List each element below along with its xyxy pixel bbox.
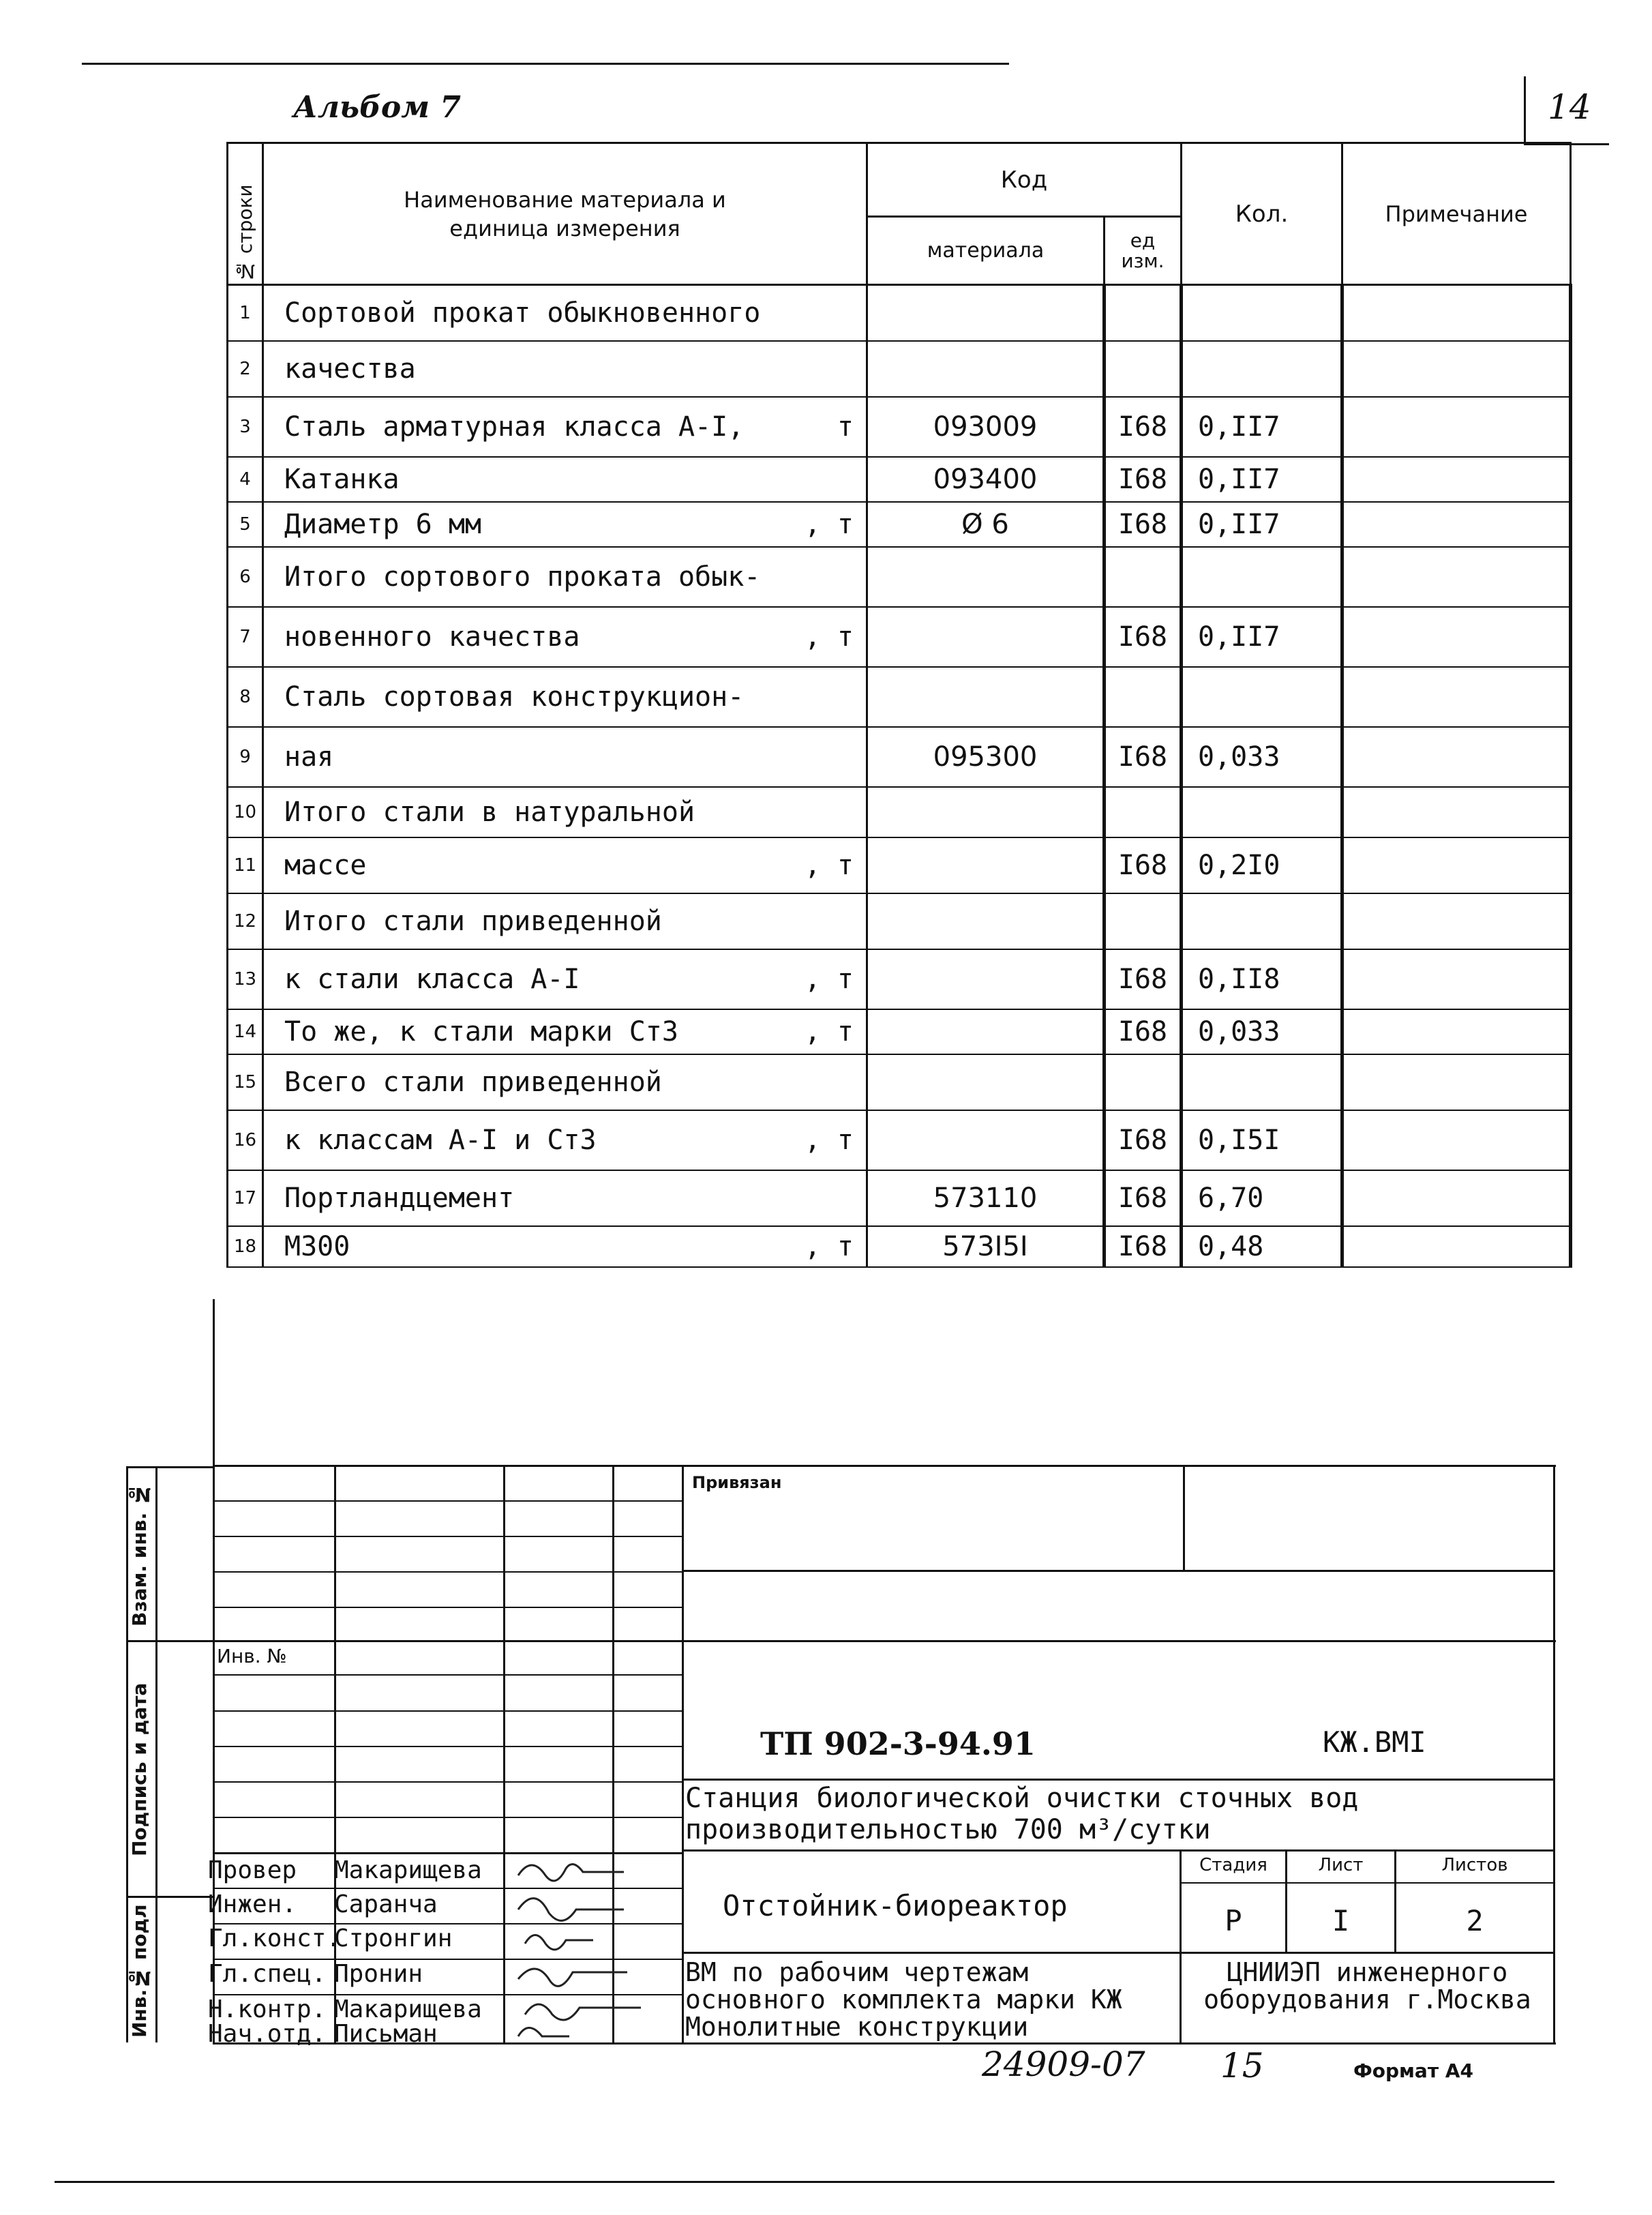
signer-role: Гл.спец. — [208, 1960, 327, 1988]
material-code — [867, 502, 1105, 547]
signer-name: Пронин — [334, 1960, 423, 1988]
material-code — [867, 949, 1105, 1009]
note — [1342, 607, 1571, 667]
unit-suffix: , т — [804, 621, 854, 653]
note — [1342, 285, 1571, 341]
footer-page: 15 — [1220, 2046, 1264, 2085]
material-name — [263, 1226, 867, 1267]
row-number — [228, 1170, 263, 1226]
quantity-text: 0,II7 — [1198, 621, 1280, 653]
note — [1342, 1226, 1571, 1267]
row-number — [228, 949, 263, 1009]
table-row — [228, 397, 1571, 457]
stage-value: Р — [1225, 1904, 1242, 1937]
unit-code — [1105, 1009, 1182, 1054]
material-code — [867, 1054, 1105, 1110]
page-number: 14 — [1548, 87, 1591, 127]
material-name — [263, 837, 867, 893]
quantity-text: 0,II8 — [1198, 963, 1280, 995]
signer-name: Макарищева — [334, 1995, 482, 2023]
material-code-text: Ø 6 — [961, 508, 1009, 540]
unit-code — [1105, 893, 1182, 949]
note — [1342, 457, 1571, 502]
row-number-text: 16 — [233, 1129, 257, 1150]
table-row — [228, 341, 1571, 397]
unit-suffix: , т — [804, 1015, 854, 1047]
quantity — [1182, 1110, 1342, 1170]
material-code-text: 573I5I — [942, 1230, 1028, 1262]
row-number-text: 15 — [233, 1071, 257, 1092]
material-code — [867, 667, 1105, 727]
drawing-title: Отстойник-биореактор — [723, 1889, 1068, 1922]
row-number-text: 12 — [233, 910, 257, 932]
unit-code-text: I68 — [1117, 1230, 1168, 1262]
material-code — [867, 1110, 1105, 1170]
signature-marks — [505, 1855, 682, 2042]
row-number-text: 13 — [233, 968, 257, 990]
format-label: Формат А4 — [1353, 2060, 1473, 2082]
material-name — [263, 893, 867, 949]
note — [1342, 1170, 1571, 1226]
row-number-text: 17 — [233, 1187, 257, 1208]
signer-role: Гл.конст. — [208, 1924, 342, 1952]
quantity-text: 0,033 — [1198, 741, 1280, 773]
unit-suffix: , т — [804, 963, 854, 995]
unit-code — [1105, 667, 1182, 727]
unit-suffix: т — [837, 411, 854, 443]
note — [1342, 893, 1571, 949]
materials-table — [226, 142, 1572, 1268]
vzam-inv-label: Взам. инв. № — [128, 1483, 151, 1626]
header-row-number: № строки — [228, 143, 263, 285]
signer-role: Провер — [208, 1856, 297, 1884]
material-name — [263, 1054, 867, 1110]
unit-code — [1105, 1110, 1182, 1170]
signer-name: Стронгин — [334, 1924, 453, 1952]
material-name — [263, 457, 867, 502]
quantity — [1182, 787, 1342, 837]
row-number — [228, 607, 263, 667]
material-name — [263, 787, 867, 837]
row-number — [228, 502, 263, 547]
material-code — [867, 787, 1105, 837]
unit-code-text: I68 — [1117, 411, 1168, 443]
organization: ЦНИИЭП инженерного оборудования г.Москва — [1203, 1957, 1531, 2015]
row-number-text: 5 — [239, 514, 251, 535]
note — [1342, 397, 1571, 457]
sheet-value: I — [1332, 1904, 1350, 1937]
table-row — [228, 1226, 1571, 1267]
quantity-text: 0,II7 — [1198, 508, 1280, 540]
material-name — [263, 607, 867, 667]
row-number — [228, 1009, 263, 1054]
unit-code — [1105, 502, 1182, 547]
unit-code-text: I68 — [1117, 1182, 1168, 1214]
header-code: Код — [867, 143, 1182, 217]
material-name — [263, 1009, 867, 1054]
quantity — [1182, 547, 1342, 607]
table-row — [228, 502, 1571, 547]
row-number-text: 14 — [233, 1021, 257, 1042]
note — [1342, 1009, 1571, 1054]
unit-code — [1105, 457, 1182, 502]
unit-code — [1105, 837, 1182, 893]
table-row — [228, 837, 1571, 893]
unit-suffix: , т — [804, 1230, 854, 1262]
quantity — [1182, 397, 1342, 457]
row-number-text: 8 — [239, 686, 251, 707]
row-number — [228, 893, 263, 949]
quantity — [1182, 1009, 1342, 1054]
material-name-text: Диаметр 6 мм — [284, 508, 481, 540]
quantity-text: 0,2I0 — [1198, 849, 1280, 881]
table-row — [228, 949, 1571, 1009]
unit-code-text: I68 — [1117, 463, 1168, 495]
row-number-text: 9 — [239, 746, 251, 767]
quantity — [1182, 1226, 1342, 1267]
doc-mark: КЖ.ВМI — [1323, 1725, 1426, 1759]
podpis-data-label: Подпись и дата — [128, 1682, 151, 1857]
doc-code: ТП 902-3-94.91 — [760, 1725, 1036, 1762]
quantity-text: 0,48 — [1198, 1230, 1264, 1262]
unit-code — [1105, 285, 1182, 341]
row-number-text: 18 — [233, 1236, 257, 1257]
unit-code — [1105, 949, 1182, 1009]
table-row — [228, 1170, 1571, 1226]
sheets-label: Листов — [1441, 1855, 1508, 1875]
material-code-text: 093009 — [933, 411, 1038, 443]
unit-code — [1105, 341, 1182, 397]
material-code — [867, 341, 1105, 397]
material-code-text: 095300 — [933, 741, 1038, 773]
material-name-text: к стали класса А-I — [284, 963, 580, 995]
unit-code-text: I68 — [1117, 963, 1168, 995]
material-name — [263, 502, 867, 547]
note — [1342, 667, 1571, 727]
note — [1342, 547, 1571, 607]
note — [1342, 949, 1571, 1009]
row-number-text: 6 — [239, 566, 251, 587]
quantity — [1182, 893, 1342, 949]
note — [1342, 1110, 1571, 1170]
unit-code — [1105, 1054, 1182, 1110]
row-number — [228, 727, 263, 787]
material-name-text: к классам А-I и Ст3 — [284, 1124, 597, 1156]
inv-no-label: Инв. № — [217, 1645, 287, 1667]
quantity — [1182, 285, 1342, 341]
row-number — [228, 285, 263, 341]
quantity-text: 0,II7 — [1198, 463, 1280, 495]
sheets-value: 2 — [1466, 1904, 1484, 1937]
inv-podl-label: Инв.№ подл — [128, 1904, 151, 2038]
table-row — [228, 1110, 1571, 1170]
material-name-text: Сталь арматурная класса А-I, — [284, 411, 745, 443]
unit-code-text: I68 — [1117, 741, 1168, 773]
signer-role: Н.контр. — [208, 1995, 327, 2023]
material-code — [867, 1009, 1105, 1054]
quantity — [1182, 837, 1342, 893]
material-code — [867, 893, 1105, 949]
quantity-text: 0,I5I — [1198, 1124, 1280, 1156]
material-name-text: качества — [284, 353, 416, 385]
material-code — [867, 397, 1105, 457]
material-name-text: новенного качества — [284, 621, 580, 653]
unit-code — [1105, 397, 1182, 457]
table-row — [228, 893, 1571, 949]
signer-role: Нач.отд. — [208, 2020, 327, 2048]
quantity-text: 0,033 — [1198, 1015, 1280, 1047]
material-code — [867, 727, 1105, 787]
row-number — [228, 341, 263, 397]
privyazan-label: Привязан — [692, 1473, 782, 1492]
footer-inv-number: 24909-07 — [982, 2045, 1145, 2084]
unit-code-text: I68 — [1117, 1124, 1168, 1156]
table-row — [228, 285, 1571, 341]
doc-description: ВМ по рабочим чертежам основного комплекта марки КЖ Монолитные конструкции — [685, 1957, 1122, 2042]
material-name-text: Итого сортового проката обык- — [284, 561, 761, 593]
material-code — [867, 1226, 1105, 1267]
table-row — [228, 787, 1571, 837]
row-number-text: 3 — [239, 416, 251, 437]
quantity — [1182, 457, 1342, 502]
table-row — [228, 667, 1571, 727]
unit-code — [1105, 727, 1182, 787]
quantity-text: 6,70 — [1198, 1182, 1264, 1214]
material-name — [263, 285, 867, 341]
row-number-text: 4 — [239, 469, 251, 490]
unit-code — [1105, 787, 1182, 837]
row-number-text: 2 — [239, 358, 251, 379]
project-title: Станция биологической очистки сточных вод производительностью 700 м³/сутки — [685, 1783, 1359, 1845]
row-number — [228, 667, 263, 727]
header-unit: ед изм. — [1105, 217, 1182, 285]
unit-suffix: , т — [804, 1124, 854, 1156]
unit-code-text: I68 — [1117, 508, 1168, 540]
quantity — [1182, 1054, 1342, 1110]
material-code — [867, 1170, 1105, 1226]
note — [1342, 837, 1571, 893]
table-row — [228, 547, 1571, 607]
material-name-text: Итого стали в натуральной — [284, 796, 695, 828]
table-row — [228, 727, 1571, 787]
material-name — [263, 397, 867, 457]
unit-code — [1105, 607, 1182, 667]
table-row — [228, 457, 1571, 502]
material-name — [263, 949, 867, 1009]
material-name-text: Сортовой прокат обыкновенного — [284, 297, 761, 329]
unit-code-text: I68 — [1117, 621, 1168, 653]
row-number-text: 11 — [233, 854, 257, 876]
row-number-text: 1 — [239, 302, 251, 323]
material-code — [867, 285, 1105, 341]
note — [1342, 787, 1571, 837]
quantity — [1182, 341, 1342, 397]
note — [1342, 502, 1571, 547]
material-name-text: Портландцемент — [284, 1182, 515, 1214]
material-name — [263, 547, 867, 607]
row-number — [228, 457, 263, 502]
material-name-text: Катанка — [284, 463, 400, 495]
signer-role: Инжен. — [208, 1890, 297, 1918]
quantity — [1182, 949, 1342, 1009]
quantity-text: 0,II7 — [1198, 411, 1280, 443]
row-number — [228, 397, 263, 457]
material-name — [263, 341, 867, 397]
material-code — [867, 547, 1105, 607]
material-code-text: 573110 — [933, 1182, 1038, 1214]
material-name-text: ная — [284, 741, 334, 773]
table-row — [228, 1054, 1571, 1110]
material-name-text: То же, к стали марки Ст3 — [284, 1015, 678, 1047]
note — [1342, 341, 1571, 397]
row-number-text: 7 — [239, 626, 251, 647]
unit-code — [1105, 1170, 1182, 1226]
material-name-text: Всего стали приведенной — [284, 1066, 662, 1098]
header-material: материала — [867, 217, 1105, 285]
material-name — [263, 1170, 867, 1226]
row-number-text: 10 — [233, 801, 257, 822]
material-code — [867, 457, 1105, 502]
material-name — [263, 1110, 867, 1170]
album-label: Альбом 7 — [293, 90, 461, 125]
signer-name: Письман — [334, 2020, 438, 2048]
row-number — [228, 1226, 263, 1267]
sheet-label: Лист — [1318, 1855, 1364, 1875]
row-number — [228, 787, 263, 837]
header-name: Наименование материала и единица измерения — [263, 143, 867, 285]
quantity — [1182, 667, 1342, 727]
material-name-text: Сталь сортовая конструкцион- — [284, 681, 745, 713]
quantity — [1182, 502, 1342, 547]
material-name-text: Итого стали приведенной — [284, 905, 662, 937]
quantity — [1182, 1170, 1342, 1226]
unit-code — [1105, 547, 1182, 607]
material-name — [263, 727, 867, 787]
material-name — [263, 667, 867, 727]
quantity — [1182, 727, 1342, 787]
header-note: Примечание — [1342, 143, 1571, 285]
material-name-text: М300 — [284, 1230, 350, 1262]
unit-suffix: , т — [804, 508, 854, 540]
material-code — [867, 607, 1105, 667]
unit-suffix: , т — [804, 849, 854, 881]
note — [1342, 727, 1571, 787]
signer-name: Макарищева — [334, 1856, 482, 1884]
header-qty: Кол. — [1182, 143, 1342, 285]
unit-code-text: I68 — [1117, 849, 1168, 881]
material-code — [867, 837, 1105, 893]
signer-name: Саранча — [334, 1890, 438, 1918]
material-name-text: массе — [284, 849, 367, 881]
note — [1342, 1054, 1571, 1110]
row-number — [228, 837, 263, 893]
row-number — [228, 1110, 263, 1170]
unit-code-text: I68 — [1117, 1015, 1168, 1047]
table-row — [228, 1009, 1571, 1054]
stage-label: Стадия — [1199, 1855, 1267, 1875]
table-row — [228, 607, 1571, 667]
row-number — [228, 547, 263, 607]
quantity — [1182, 607, 1342, 667]
unit-code — [1105, 1226, 1182, 1267]
row-number — [228, 1054, 263, 1110]
material-code-text: 093400 — [933, 463, 1038, 495]
